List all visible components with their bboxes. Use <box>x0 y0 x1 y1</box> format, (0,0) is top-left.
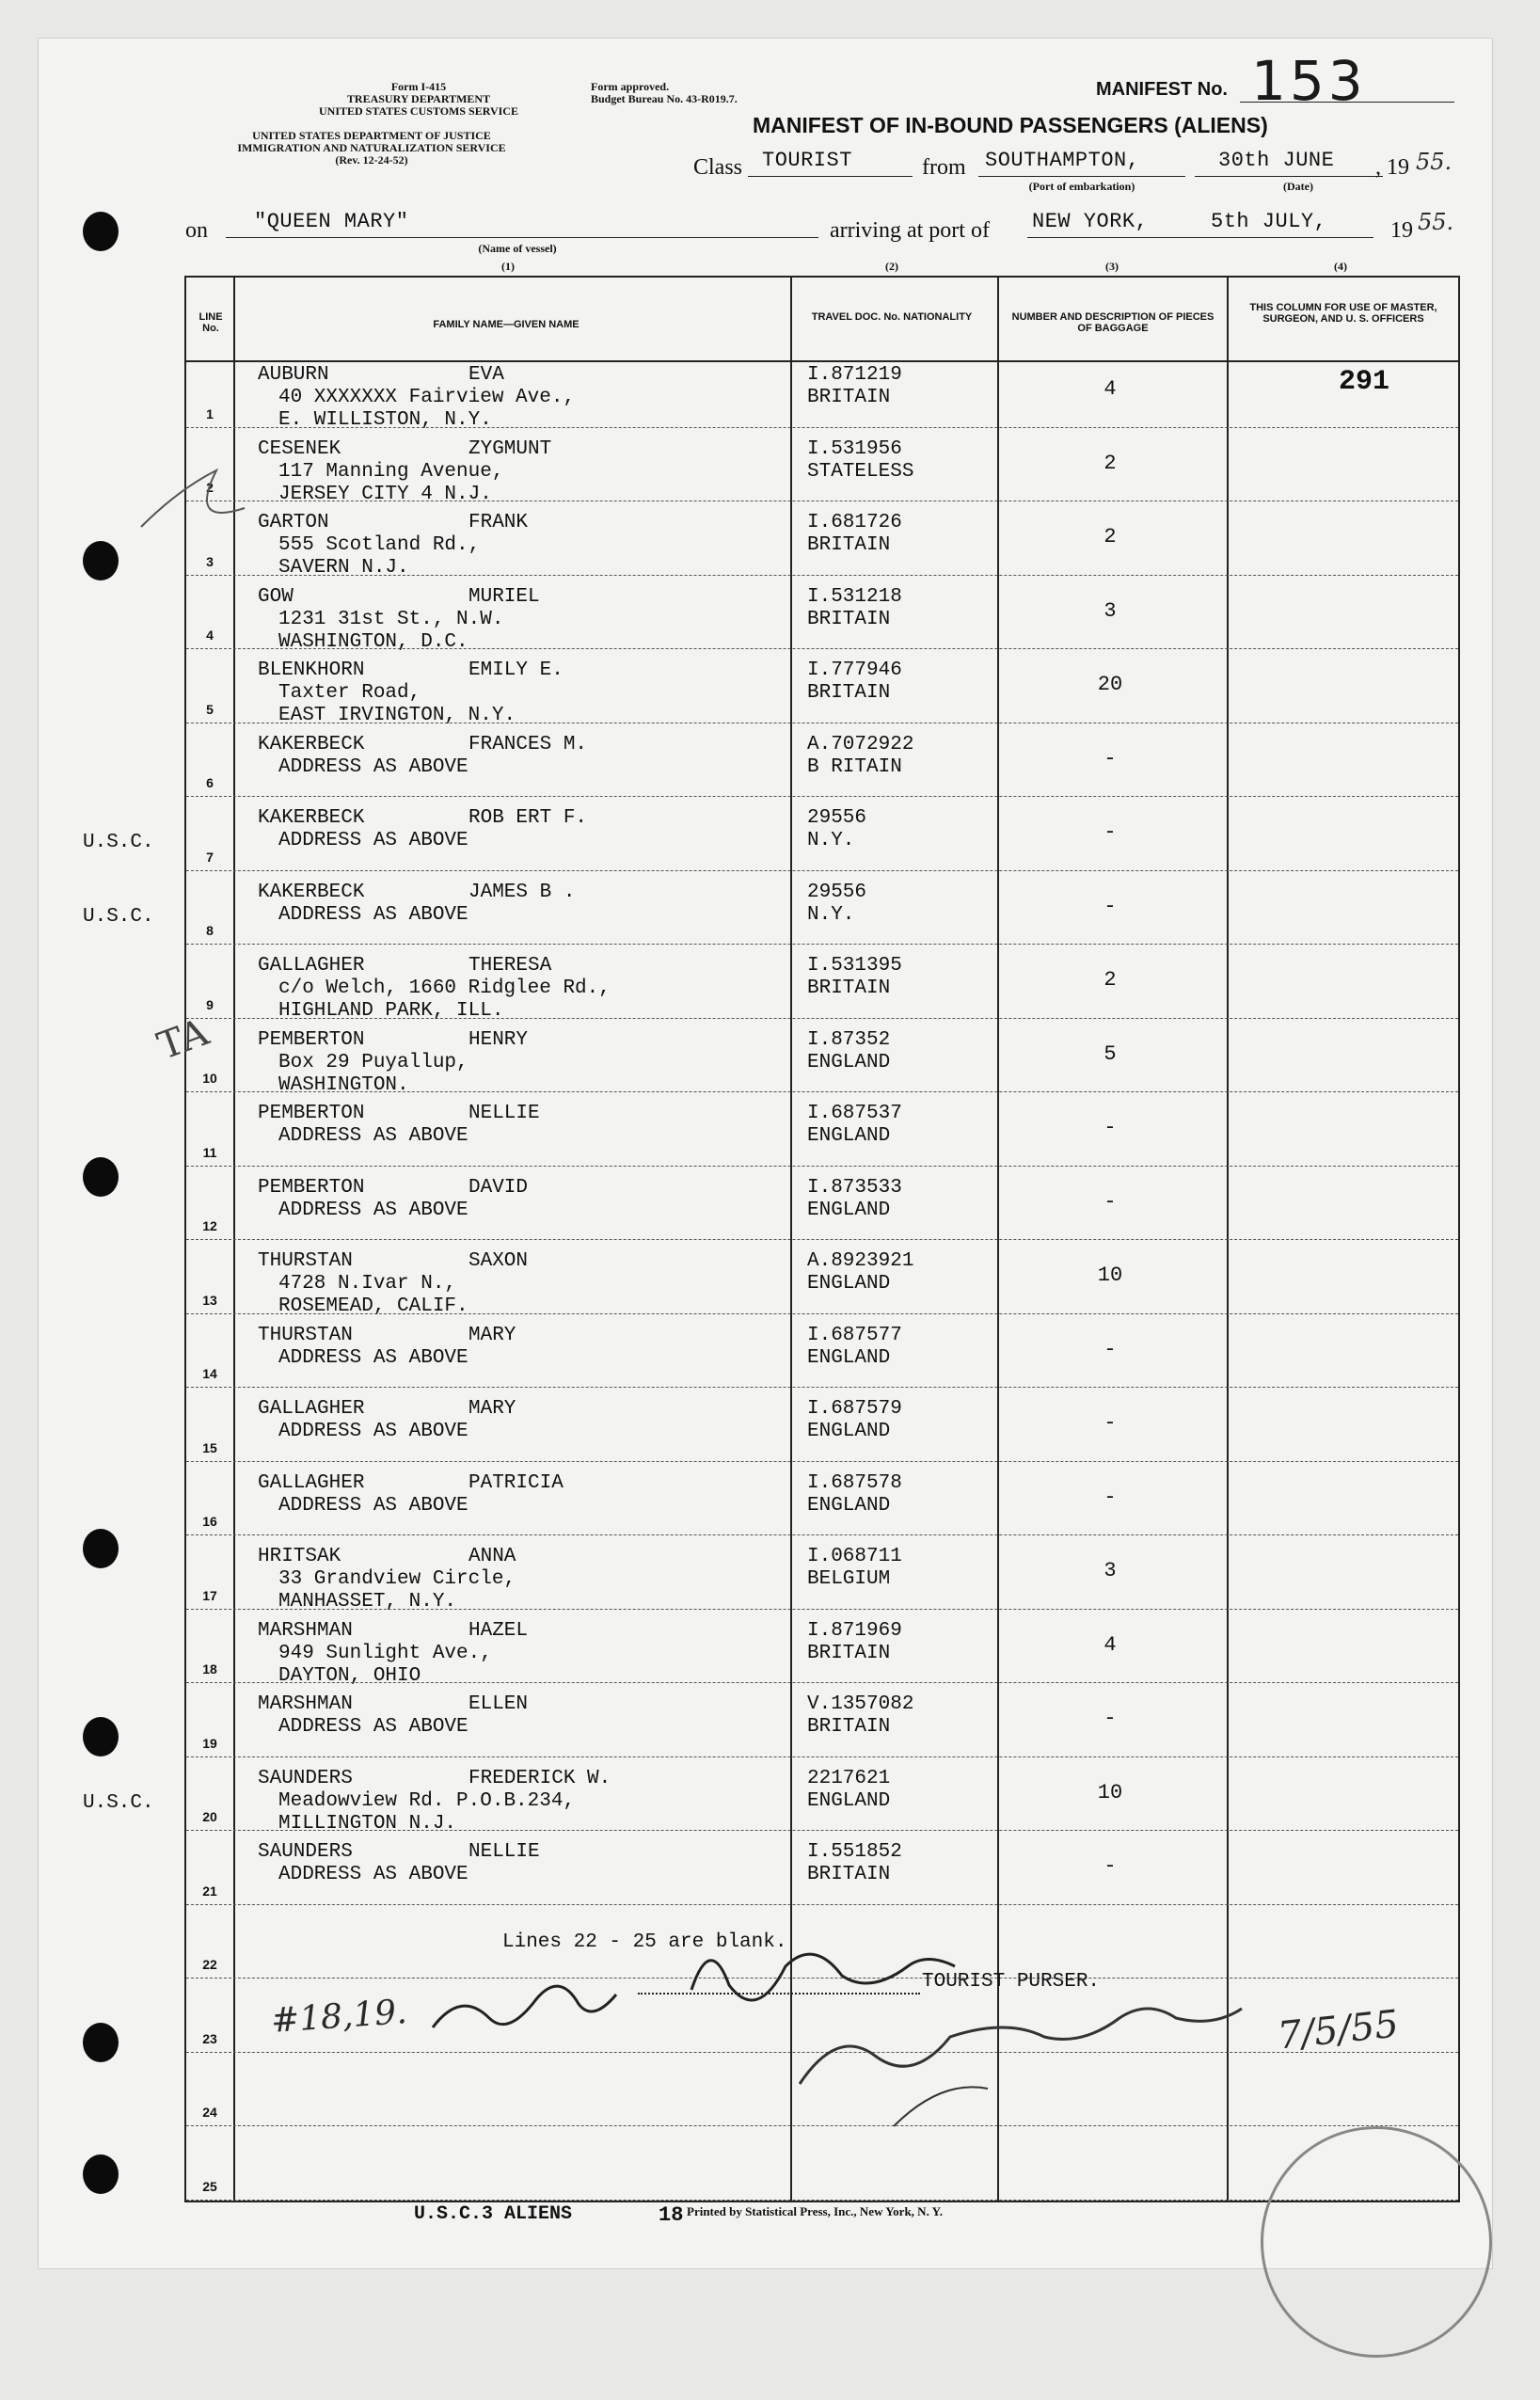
nationality: BRITAIN <box>807 608 891 630</box>
justice-dept: UNITED STATES DEPARTMENT OF JUSTICE <box>252 129 491 142</box>
travel-doc-number: I.87352 <box>807 1028 891 1051</box>
travel-doc-number: I.531218 <box>807 585 902 608</box>
given-name: EMILY E. <box>468 660 564 681</box>
travel-doc-number: A.7072922 <box>807 733 914 755</box>
baggage-count: - <box>1103 1116 1117 1139</box>
given-name: HENRY <box>468 1028 529 1051</box>
family-name: SAUNDERS <box>258 1841 353 1863</box>
nationality: ENGLAND <box>807 1346 891 1369</box>
given-name: FRANCES M. <box>468 733 588 755</box>
baggage-count: - <box>1103 1854 1117 1878</box>
nationality: STATELESS <box>807 460 914 483</box>
arrival-year-prefix: 19 <box>1390 218 1413 243</box>
given-name: ANNA <box>468 1546 516 1567</box>
class-label: Class <box>693 155 743 180</box>
travel-doc-number: I.531956 <box>807 437 902 460</box>
family-name: THURSTAN <box>258 1250 353 1272</box>
line-number: 12 <box>202 1218 217 1233</box>
nationality: BRITAIN <box>807 1642 891 1664</box>
address-line-2: MILLINGTON N.J. <box>278 1812 457 1835</box>
family-name: MARSHMAN <box>258 1693 353 1715</box>
given-name: ZYGMUNT <box>468 437 552 460</box>
baggage-count: - <box>1103 1411 1117 1435</box>
line-number: 16 <box>202 1514 217 1529</box>
col-num-1: (1) <box>501 260 515 273</box>
travel-doc-number: I.681726 <box>807 512 902 533</box>
printer-credit: Printed by Statistical Press, Inc., New York, N. Y. <box>687 2204 944 2218</box>
line-number: 17 <box>202 1587 217 1603</box>
usc-mark: U.S.C. <box>83 905 154 928</box>
embark-year: 55. <box>1416 149 1453 175</box>
baggage-count: - <box>1103 820 1117 844</box>
travel-doc-number: I.871969 <box>807 1619 902 1642</box>
line-number: 4 <box>206 628 214 643</box>
on-label: on <box>185 218 208 243</box>
given-name: PATRICIA <box>468 1471 564 1494</box>
travel-doc-number: I.531395 <box>807 955 902 977</box>
travel-doc-number: 29556 <box>807 807 867 829</box>
nationality: BELGIUM <box>807 1568 891 1590</box>
nationality: ENGLAND <box>807 1273 891 1295</box>
line-number: 11 <box>202 1144 217 1160</box>
purser-label: TOURIST PURSER. <box>922 1971 1101 1993</box>
nationality: BRITAIN <box>807 534 891 556</box>
embark-port: SOUTHAMPTON, <box>985 149 1140 172</box>
handwritten-note: #18,19. <box>269 1993 408 2041</box>
family-name: PEMBERTON <box>258 1028 365 1051</box>
nationality: BRITAIN <box>807 977 891 999</box>
nationality: BRITAIN <box>807 1864 891 1885</box>
baggage-count: 3 <box>1103 598 1117 623</box>
address-line-2: WASHINGTON, D.C. <box>278 630 468 653</box>
travel-doc-number: V.1357082 <box>807 1693 914 1715</box>
address-line-1: ADDRESS AS ABOVE <box>278 1346 468 1369</box>
nationality: ENGLAND <box>807 1125 891 1147</box>
address-line-2: EAST IRVINGTON, N.Y. <box>278 705 516 726</box>
address-line-1: c/o Welch, 1660 Ridglee Rd., <box>278 977 611 999</box>
nationality: ENGLAND <box>807 1789 891 1812</box>
baggage-count: - <box>1103 894 1117 918</box>
nationality: BRITAIN <box>807 387 891 408</box>
travel-doc-number: I.687579 <box>807 1398 902 1420</box>
travel-doc-number: I.687578 <box>807 1471 902 1494</box>
family-name: PEMBERTON <box>258 1103 365 1124</box>
address-line-1: Taxter Road, <box>278 682 421 704</box>
travel-doc-number: I.873533 <box>807 1176 902 1199</box>
nationality: ENGLAND <box>807 1421 891 1442</box>
baggage-count: 5 <box>1103 1041 1117 1066</box>
travel-doc-number: I.068711 <box>807 1546 902 1567</box>
travel-doc-number: I.871219 <box>807 364 902 386</box>
line-number: 10 <box>202 1071 217 1086</box>
given-name: SAXON <box>468 1250 529 1272</box>
address-line-2: WASHINGTON. <box>278 1073 409 1096</box>
family-name: GARTON <box>258 512 329 533</box>
revision: (Rev. 12-24-52) <box>335 153 408 167</box>
address-line-1: Box 29 Puyallup, <box>278 1051 468 1073</box>
travel-doc-number: 2217621 <box>807 1767 891 1789</box>
address-line-2: SAVERN N.J. <box>278 557 409 579</box>
line-number: 13 <box>202 1292 217 1308</box>
given-name: EVA <box>468 364 504 386</box>
family-name: GOW <box>258 585 294 608</box>
footer-code: U.S.C.3 ALIENS <box>414 2203 573 2225</box>
baggage-count: 2 <box>1103 525 1117 548</box>
address-line-1: ADDRESS AS ABOVE <box>278 830 468 851</box>
address-line-1: ADDRESS AS ABOVE <box>278 1864 468 1885</box>
embark-date: 30th JUNE <box>1218 149 1335 172</box>
family-name: GALLAGHER <box>258 955 365 977</box>
line-number: 20 <box>202 1809 217 1824</box>
line-number: 15 <box>202 1439 217 1455</box>
line-number: 18 <box>202 1661 217 1677</box>
family-name: KAKERBECK <box>258 733 365 755</box>
manifest-title: MANIFEST OF IN-BOUND PASSENGERS (ALIENS) <box>753 113 1268 137</box>
baggage-count: - <box>1103 1189 1117 1214</box>
given-name: DAVID <box>468 1176 529 1199</box>
travel-doc-number: A.8923921 <box>807 1250 914 1272</box>
officer-note: 291 <box>1339 366 1390 398</box>
header-name: FAMILY NAME—GIVEN NAME <box>433 319 579 330</box>
margin-initials: TA <box>151 1010 214 1069</box>
line-number: 1 <box>206 405 214 421</box>
arrival-port: NEW YORK, <box>1032 210 1149 233</box>
treasury-dept: TREASURY DEPARTMENT <box>346 92 491 105</box>
nationality: B RITAIN <box>807 755 902 778</box>
family-name: MARSHMAN <box>258 1619 353 1642</box>
given-name: JAMES B . <box>468 881 576 903</box>
nationality: ENGLAND <box>807 1494 891 1517</box>
vessel-caption: (Name of vessel) <box>478 242 557 255</box>
from-label: from <box>922 155 966 180</box>
year-prefix: , 19 <box>1375 155 1409 180</box>
ins-service: IMMIGRATION AND NATURALIZATION SERVICE <box>237 141 506 154</box>
given-name: MARY <box>468 1398 516 1420</box>
travel-doc-number: I.687537 <box>807 1103 902 1124</box>
line-number: 24 <box>202 2105 217 2120</box>
address-line-2: E. WILLISTON, N.Y. <box>278 409 492 431</box>
date-caption: (Date) <box>1283 180 1313 193</box>
header-travel-doc: TRAVEL DOC. No. NATIONALITY <box>811 311 973 323</box>
nationality: BRITAIN <box>807 1716 891 1738</box>
baggage-count: - <box>1103 1337 1117 1361</box>
baggage-count: 3 <box>1103 1559 1117 1582</box>
line-number: 6 <box>206 775 214 790</box>
line-number: 9 <box>206 996 214 1012</box>
given-name: NELLIE <box>468 1841 540 1863</box>
given-name: MARY <box>468 1324 516 1346</box>
address-line-2: ROSEMEAD, CALIF. <box>278 1295 468 1317</box>
travel-doc-number: I.687577 <box>807 1324 902 1346</box>
port-caption: (Port of embarkation) <box>1028 180 1135 193</box>
footer-number: 18 <box>659 2203 684 2227</box>
family-name: GALLAGHER <box>258 1398 365 1420</box>
line-number: 5 <box>206 701 214 717</box>
line-number: 19 <box>202 1735 217 1751</box>
line-number: 2 <box>206 480 214 495</box>
line-number: 7 <box>206 849 214 865</box>
baggage-count: 2 <box>1103 968 1117 992</box>
blank-lines-note: Lines 22 - 25 are blank. <box>502 1931 787 1953</box>
given-name: ROB ERT F. <box>468 807 588 829</box>
form-approved: Form approved. <box>591 80 670 93</box>
header-baggage: NUMBER AND DESCRIPTION OF PIECES OF BAGGAGE <box>1011 311 1215 334</box>
col-num-3: (3) <box>1105 260 1119 273</box>
address-line-1: 117 Manning Avenue, <box>278 460 504 483</box>
usc-mark: U.S.C. <box>83 832 154 853</box>
nationality: ENGLAND <box>807 1051 891 1073</box>
family-name: CESENEK <box>258 437 341 460</box>
address-line-2: JERSEY CITY 4 N.J. <box>278 483 492 505</box>
baggage-count: 2 <box>1103 451 1117 475</box>
family-name: PEMBERTON <box>258 1176 365 1199</box>
travel-doc-number: I.777946 <box>807 660 902 681</box>
header-line-no: LINE No. <box>198 311 223 334</box>
travel-doc-number: 29556 <box>807 881 867 903</box>
address-line-1: 33 Grandview Circle, <box>278 1568 516 1590</box>
line-number: 8 <box>206 923 214 938</box>
address-line-1: ADDRESS AS ABOVE <box>278 1494 468 1517</box>
baggage-count: 10 <box>1097 1780 1123 1804</box>
nationality: BRITAIN <box>807 682 891 704</box>
usc-mark: U.S.C. <box>83 1791 154 1814</box>
line-number: 14 <box>202 1366 217 1381</box>
address-line-2: DAYTON, OHIO <box>278 1664 421 1687</box>
baggage-count: - <box>1103 1707 1117 1730</box>
customs-service: UNITED STATES CUSTOMS SERVICE <box>319 104 518 118</box>
address-line-1: ADDRESS AS ABOVE <box>278 1125 468 1147</box>
given-name: MURIEL <box>468 585 540 608</box>
arrival-year: 55. <box>1418 209 1454 235</box>
handwritten-date: 7/5/55 <box>1275 2002 1401 2058</box>
nationality: N.Y. <box>807 830 855 851</box>
given-name: THERESA <box>468 955 552 977</box>
class-value: TOURIST <box>762 149 852 172</box>
family-name: SAUNDERS <box>258 1767 353 1789</box>
family-name: AUBURN <box>258 364 329 386</box>
given-name: FRANK <box>468 512 529 533</box>
form-number: Form I-415 <box>390 80 447 93</box>
given-name: NELLIE <box>468 1103 540 1124</box>
given-name: ELLEN <box>468 1693 529 1715</box>
address-line-1: ADDRESS AS ABOVE <box>278 1716 468 1738</box>
family-name: KAKERBECK <box>258 807 365 829</box>
family-name: KAKERBECK <box>258 881 365 903</box>
budget-bureau: Budget Bureau No. 43-R019.7. <box>591 92 738 105</box>
given-name: FREDERICK W. <box>468 1767 611 1789</box>
family-name: BLENKHORN <box>258 660 365 681</box>
header-officers: THIS COLUMN FOR USE OF MASTER, SURGEON, AND U. S. OFFICERS <box>1249 302 1437 325</box>
nationality: N.Y. <box>807 903 855 926</box>
manifest-number: 153 <box>1251 49 1367 113</box>
baggage-count: 4 <box>1103 377 1117 401</box>
address-line-1: ADDRESS AS ABOVE <box>278 755 468 778</box>
line-number: 22 <box>202 1957 217 1972</box>
baggage-count: - <box>1103 746 1117 771</box>
address-line-2: MANHASSET, N.Y. <box>278 1591 457 1613</box>
line-number: 23 <box>202 2030 217 2046</box>
arrival-date: 5th JULY, <box>1211 210 1327 233</box>
address-line-1: 1231 31st St., N.W. <box>278 608 504 630</box>
line-number: 3 <box>206 553 214 569</box>
address-line-1: 949 Sunlight Ave., <box>278 1642 492 1664</box>
family-name: THURSTAN <box>258 1324 353 1346</box>
nationality: ENGLAND <box>807 1199 891 1221</box>
address-line-1: ADDRESS AS ABOVE <box>278 903 468 926</box>
line-number: 25 <box>202 2178 217 2194</box>
address-line-1: 555 Scotland Rd., <box>278 534 481 556</box>
address-line-1: ADDRESS AS ABOVE <box>278 1421 468 1442</box>
col-num-4: (4) <box>1334 260 1347 273</box>
address-line-1: ADDRESS AS ABOVE <box>278 1199 468 1221</box>
family-name: HRITSAK <box>258 1546 341 1567</box>
vessel-name: "QUEEN MARY" <box>254 210 409 233</box>
family-name: GALLAGHER <box>258 1471 365 1494</box>
arriving-label: arriving at port of <box>830 218 990 243</box>
baggage-count: 4 <box>1103 1632 1117 1657</box>
address-line-1: Meadowview Rd. P.O.B.234, <box>278 1789 576 1812</box>
address-line-1: 4728 N.Ivar N., <box>278 1273 457 1295</box>
address-line-2: HIGHLAND PARK, ILL. <box>278 1000 504 1022</box>
baggage-count: 10 <box>1097 1264 1123 1287</box>
manifest-no-label: MANIFEST No. <box>1096 79 1228 100</box>
line-number: 21 <box>202 1883 217 1899</box>
baggage-count: - <box>1103 1485 1117 1509</box>
col-num-2: (2) <box>885 260 898 273</box>
baggage-count: 20 <box>1097 673 1123 696</box>
travel-doc-number: I.551852 <box>807 1841 902 1863</box>
address-line-1: 40 XXXXXXX Fairview Ave., <box>278 387 576 408</box>
given-name: HAZEL <box>468 1619 529 1642</box>
